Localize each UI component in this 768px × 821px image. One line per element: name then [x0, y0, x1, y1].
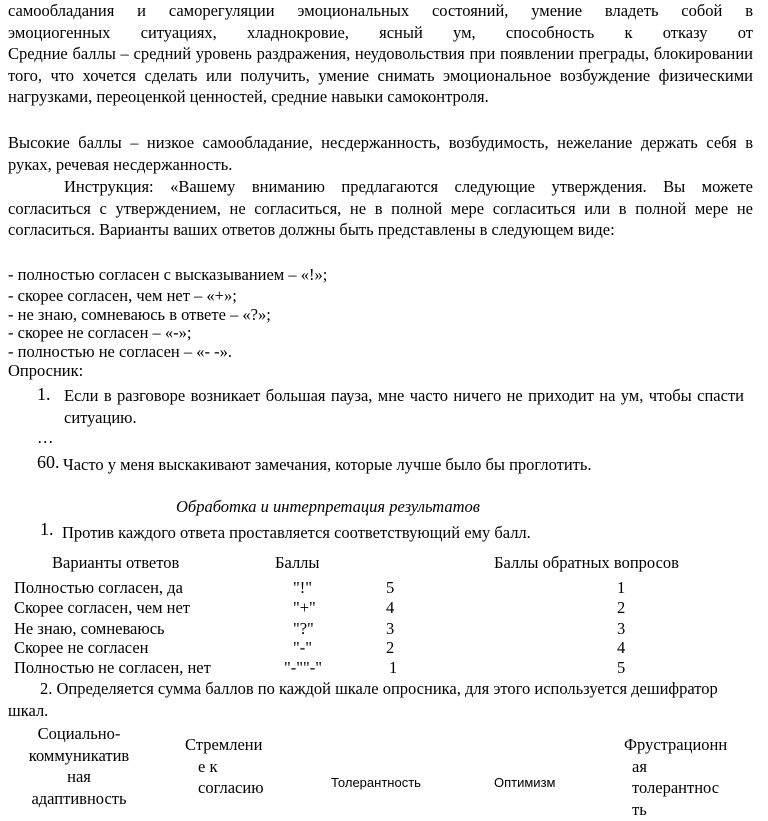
scale-header-line: ная	[67, 767, 91, 786]
item-number: 1.	[37, 384, 51, 404]
table-cell-score: 3	[386, 619, 395, 638]
answer-option: - скорее не согласен – «-»;	[8, 323, 192, 342]
table-cell-reverse: 5	[617, 658, 626, 677]
scale-header-optimism: Оптимизм	[494, 775, 556, 790]
scale-header-line: согласию	[198, 778, 264, 797]
table-cell-reverse: 2	[617, 598, 626, 617]
scale-header-agreement	[185, 734, 285, 799]
scale-header-frustration-tolerance	[624, 734, 754, 820]
scale-header-social-adaptivity	[14, 723, 144, 809]
scale-header-tolerance: Толерантность	[331, 775, 421, 790]
scale-header-line: коммуникатив	[28, 745, 130, 765]
table-header-reverse: Баллы обратных вопросов	[494, 553, 679, 572]
table-cell-answer: Полностью согласен, да	[14, 578, 183, 597]
table-cell-symbol: "+"	[293, 598, 316, 617]
scale-header-line: адаптивность	[31, 788, 127, 808]
intro-line-2: эмоциогенных ситуациях, хладнокровие, ясный ум, способность к отказу от	[8, 22, 753, 42]
scale-header-line: Стремлени	[185, 735, 263, 754]
high-scores-paragraph: Высокие баллы – низкое самообладание, несдержанность, возбудимость, нежелание держать себя в руках, речевая несдержанность.	[8, 133, 753, 174]
table-cell-reverse: 4	[617, 638, 626, 657]
table-cell-score: 2	[386, 638, 395, 657]
ellipsis: …	[37, 428, 54, 447]
table-cell-score: 4	[386, 598, 395, 617]
scale-header-line: Фрустрационн	[624, 735, 728, 754]
processing-heading: Обработка и интерпретация результатов	[176, 497, 480, 516]
answer-option: - не знаю, сомневаюсь в ответе – «?»;	[8, 305, 271, 324]
table-cell-reverse: 1	[617, 578, 626, 597]
step-number: 1.	[40, 519, 54, 539]
item-number: 60.	[37, 452, 60, 472]
answer-option: - полностью не согласен – «- -».	[8, 342, 232, 361]
scale-header-line: Социально-	[37, 724, 121, 743]
scale-header-line: толерантнос	[632, 778, 720, 797]
table-header-answers: Варианты ответов	[52, 553, 180, 572]
scale-header-line: ая	[632, 756, 647, 776]
table-cell-answer: Скорее не согласен	[14, 638, 149, 657]
table-cell-symbol: "!"	[293, 578, 312, 597]
answer-option: - скорее согласен, чем нет – «+»;	[8, 286, 237, 305]
answer-option: - полностью согласен с высказыванием – «!»;	[8, 265, 328, 284]
table-cell-reverse: 3	[617, 619, 626, 638]
middle-scores-paragraph: Средние баллы – средний уровень раздражения, неудовольствия при появлении преграды, блокировании того, что хочется сделать или получить, умение снимать эмоциональное возбуждение физическими нагрузками, переоценкой ценностей, средние навыки самоконтроля.	[8, 44, 753, 106]
table-cell-symbol: "?"	[293, 619, 314, 638]
table-cell-score: 5	[386, 578, 395, 597]
table-cell-symbol: "-"	[293, 638, 312, 657]
table-cell-answer: Полностью не согласен, нет	[14, 658, 211, 677]
step-1-text: Против каждого ответа проставляется соответствующий ему балл.	[62, 523, 531, 542]
step-2-paragraph: 2. Определяется сумма баллов по каждой шкале опросника, для этого используется дешифратор шкал.	[8, 679, 718, 720]
questionnaire-item-1: Если в разговоре возникает большая пауза, мне часто ничего не приходит на ум, чтобы спасти ситуацию.	[64, 386, 744, 427]
table-cell-symbol: "-""-"	[284, 658, 322, 677]
questionnaire-item-60: Часто у меня выскакивают замечания, которые лучше было бы проглотить.	[63, 455, 592, 474]
table-cell-answer: Не знаю, сомневаюсь	[14, 619, 165, 638]
instruction-paragraph: Инструкция: «Вашему вниманию предлагаются следующие утверждения. Вы можете согласиться с утверждением, не согласиться, не в полной мере согласиться или в полной мере не согласиться. Варианты ваших ответов должны быть представлены в следующем виде:	[8, 177, 753, 239]
questionnaire-label: Опросник:	[8, 361, 84, 380]
scale-header-line: ть	[632, 799, 647, 819]
scale-header-line: е к	[198, 756, 218, 776]
intro-line-1: самообладания и саморегуляции эмоциональных состояний, умение владеть собой в	[8, 1, 753, 20]
table-header-scores: Баллы	[275, 553, 320, 572]
table-cell-answer: Скорее согласен, чем нет	[14, 598, 190, 617]
table-cell-score: 1	[389, 658, 398, 677]
